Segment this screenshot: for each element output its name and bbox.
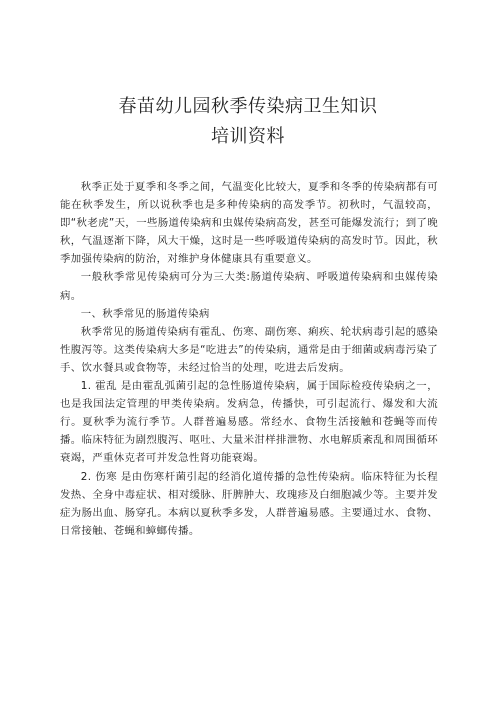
intro-paragraph: 秋季正处于夏季和冬季之间，气温变化比较大，夏季和冬季的传染病都有可能在秋季发生，所以说秋季也是多种传染病的高发季节。初秋时，气温较高，即“秋老虎”天，一些肠道传染病和虫媒传染病高发，甚至可能爆发流行；到了晚秋，气温逐渐下降，风大干燥，这时是一些呼吸道传染病的高发时节。因此，秋季加强传染病的防治，对维护身体健康具有重要意义。 — [60, 181, 438, 266]
typhoid-paragraph: 2. 伤寒 是由伤寒杆菌引起的经消化道传播的急性传染病。临床特征为长程发热、全身中毒症状、相对缓脉、肝脾肿大、玫瑰疹及白细胞减少等。主要并发症为肠出血、肠穿孔。本病以夏秋季多发，人群普遍易感。主要通过水、食物、日常接触、苍蝇和蟑螂传播。 — [60, 470, 438, 537]
intestinal-overview-paragraph: 秋季常见的肠道传染病有霍乱、伤寒、副伤寒、痢疾、轮状病毒引起的感染性腹泻等。这类传染病大多是“吃进去”的传染病，通常是由于细菌或病毒污染了手、饮水餐具或食物等，未经过恰当的处理，吃进去后发病。 — [60, 325, 438, 374]
classification-paragraph: 一般秋季常见传染病可分为三大类:肠道传染病、呼吸道传染病和虫媒传染病。 — [60, 271, 438, 302]
document-title-line-2: 培训资料 — [211, 126, 285, 147]
section-heading-intestinal: 一、秋季常见的肠道传染病 — [80, 307, 210, 320]
document-body — [60, 178, 438, 540]
cholera-paragraph: 1. 霍乱 是由霍乱弧菌引起的急性肠道传染病，属于国际检疫传染病之一，也是我国法定管理的甲类传染病。发病急，传播快，可引起流行、爆发和大流行。夏秋季为流行季节。人群普遍易感。常经水、食物生活接触和苍蝇等而传播。临床特征为剧烈腹泻、呕吐、大量米泔样排泄物、水电解质紊乱和周围循环衰竭，严重休克者可并发急性肾功能衰竭。 — [60, 380, 438, 465]
document-title-line-1: 春苗幼儿园秋季传染病卫生知识 — [118, 96, 378, 117]
